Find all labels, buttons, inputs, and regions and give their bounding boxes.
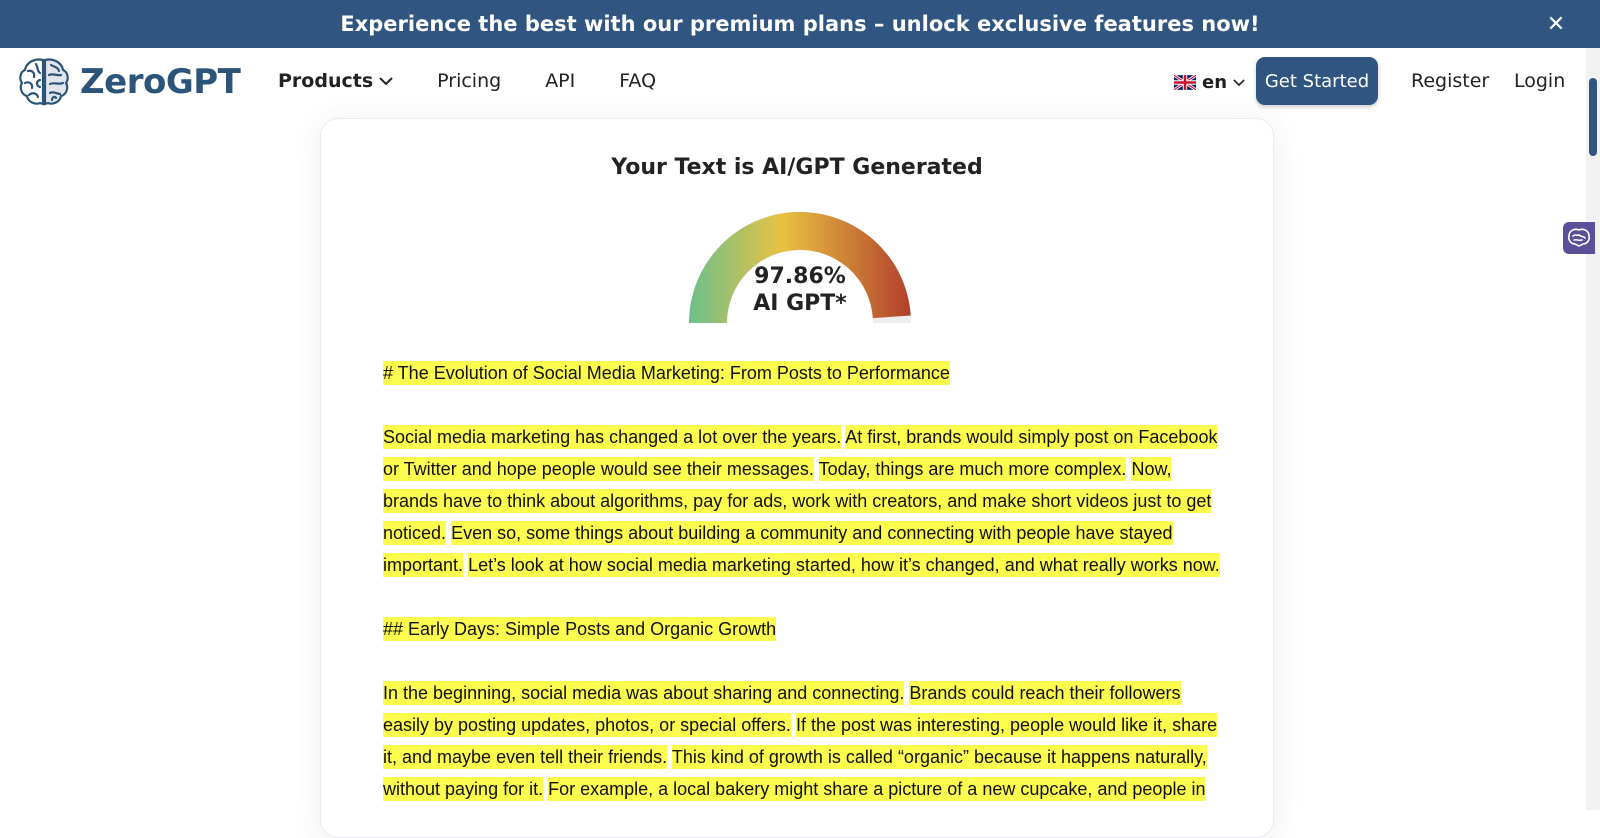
result-title: Your Text is AI/GPT Generated (611, 155, 983, 180)
uk-flag-icon (1174, 75, 1196, 90)
navbar (0, 48, 1586, 118)
highlighted-sentence: In the beginning, social media was about sharing and connecting. (383, 683, 905, 703)
brain-icon (1567, 227, 1591, 249)
promo-banner (0, 0, 1600, 48)
ai-label: AI GPT* (753, 291, 847, 316)
highlighted-sentence: Brands could reach their followers easily by posting updates, photos, or special offers. (383, 683, 1181, 735)
side-widget-button[interactable] (1563, 222, 1595, 254)
chevron-down-icon (1233, 78, 1245, 87)
highlighted-sentence: Now, brands have to think about algorithms, pay for ads, work with creators, and make short videos just to get noticed. (383, 459, 1212, 543)
get-started-button[interactable]: Get Started (1256, 57, 1378, 105)
nav-pricing[interactable]: Pricing (437, 70, 502, 92)
register-link[interactable]: Register (1411, 70, 1490, 92)
highlighted-sentence: Let’s look at how social media marketing started, how it’s changed, and what really works now. (468, 555, 1220, 575)
highlighted-sentence: This kind of growth is called “organic” because it happens naturally, without paying for it. (383, 747, 1207, 799)
login-link[interactable]: Login (1514, 70, 1566, 92)
chevron-down-icon (379, 76, 393, 86)
result-card (320, 118, 1274, 838)
highlighted-sentence: At first, brands would simply post on Facebook or Twitter and hope people would see their messages. (383, 427, 1218, 479)
nav-links (278, 70, 700, 92)
promo-banner-text: Experience the best with our premium plans – unlock exclusive features now! (340, 12, 1260, 36)
logo[interactable] (16, 54, 240, 110)
nav-faq[interactable]: FAQ (619, 70, 657, 92)
highlighted-sentence: If the post was interesting, people would like it, share it, and maybe even tell their friends. (383, 715, 1218, 767)
nav-products-label: Products (278, 70, 374, 92)
highlighted-sentence: Today, things are much more complex. (818, 459, 1127, 479)
text-paragraph (383, 677, 1223, 805)
text-paragraph (383, 421, 1223, 581)
text-heading (383, 357, 1223, 389)
nav-products[interactable] (278, 70, 393, 92)
highlighted-sentence: Even so, some things about building a community and connecting with people have stayed important. (383, 523, 1173, 575)
highlighted-sentence: ## Early Days: Simple Posts and Organic Growth (383, 619, 777, 639)
logo-text: ZeroGPT (80, 62, 241, 102)
ai-percentage: 97.86% (754, 264, 846, 289)
scrollbar-thumb[interactable] (1589, 78, 1597, 156)
language-selector[interactable] (1174, 72, 1245, 93)
language-code: en (1202, 72, 1228, 93)
highlighted-sentence: For example, a local bakery might share a picture of a new cupcake, and people in (548, 779, 1206, 799)
analyzed-text (383, 357, 1223, 837)
highlighted-sentence: # The Evolution of Social Media Marketing: From Posts to Performance (383, 363, 950, 383)
brain-icon (16, 54, 72, 110)
close-icon[interactable]: ✕ (1546, 11, 1566, 37)
scrollbar-track[interactable] (1586, 48, 1600, 810)
highlighted-sentence: Social media marketing has changed a lot over the years. (383, 427, 842, 447)
text-heading (383, 613, 1223, 645)
nav-api[interactable]: API (545, 70, 576, 92)
gauge-text (685, 263, 915, 317)
